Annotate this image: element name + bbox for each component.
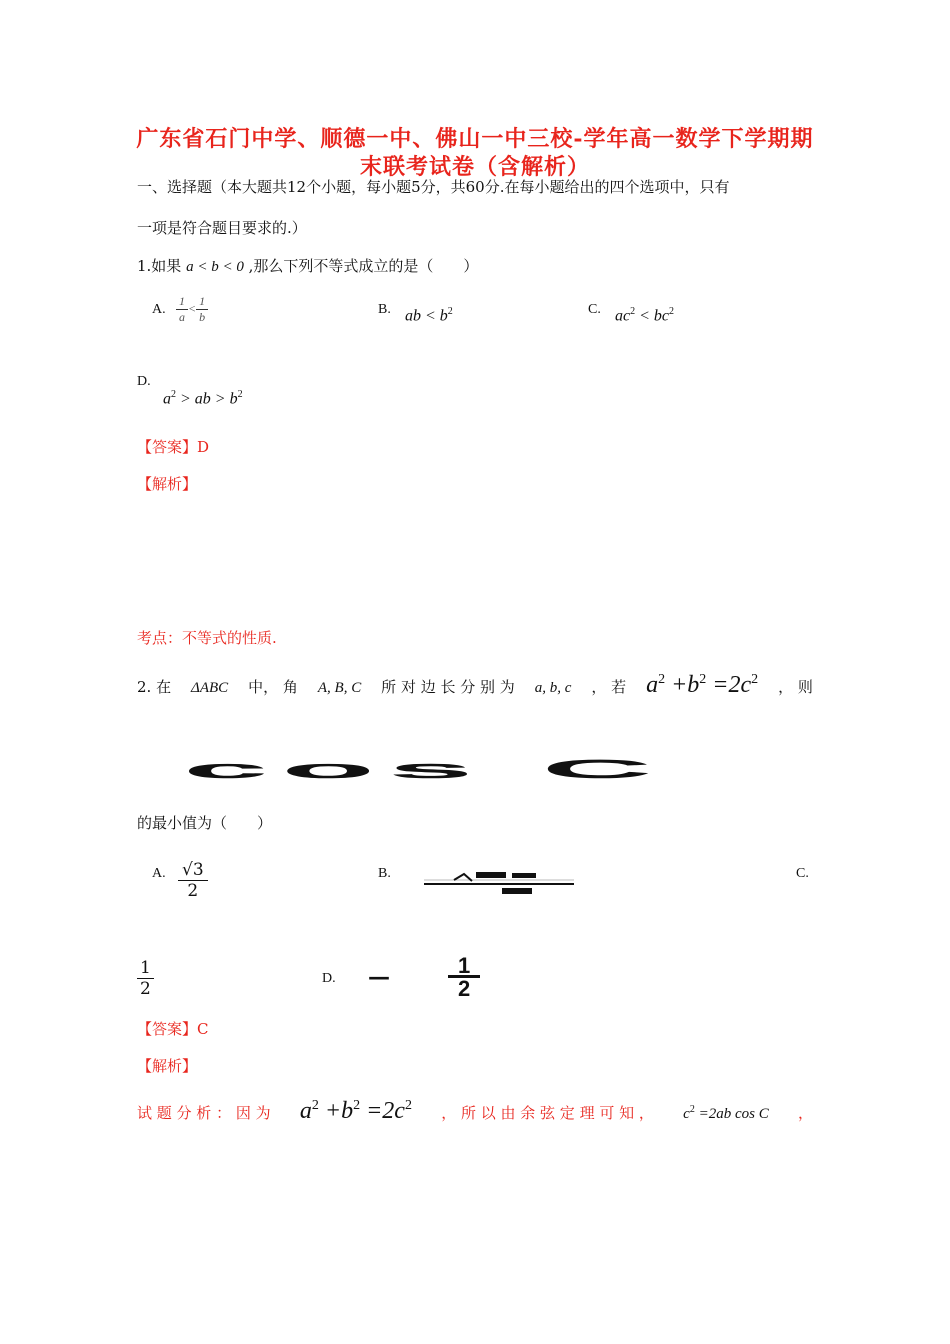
q1-option-b-expr: ab < b: [405, 307, 448, 325]
question-1-stem: [137, 255, 478, 276]
page-title-line1: 广东省石门中学、顺德一中、佛山一中三校-学年高一数学下学期期: [136, 126, 814, 152]
q2-stem-tail: 的最小值为（ ）: [137, 814, 273, 832]
q2-option-d-frac-inner: [448, 953, 480, 1001]
q2-expl-eq-eq: =2c: [360, 1098, 405, 1124]
q2-answer: 【答案】C: [137, 1020, 209, 1038]
q2-expl-a: 试 题 分 析 ： 因 为: [137, 1104, 271, 1122]
q1-option-c-expr1: ac: [615, 307, 631, 325]
q1-option-d-sup1: 2: [171, 389, 176, 400]
q2-stem-b: 所 对 边 长 分 别 为: [381, 678, 515, 696]
q1-analysis-heading: 【解析】: [137, 475, 198, 493]
q2-option-a-den: 2: [187, 881, 199, 901]
q1-option-c-sup1: 2: [630, 306, 636, 317]
q1-option-a-label: A.: [152, 302, 166, 317]
q1-option-c-sup2: 2: [669, 306, 675, 317]
q2-equation: [646, 672, 758, 699]
q2-option-c-label: C.: [796, 866, 809, 881]
q2-cos-c-stretched: cos C: [183, 754, 666, 785]
q1-option-a-frac2: [196, 294, 208, 325]
q2-expl-cosine-law: [683, 1104, 769, 1123]
q1-option-b-math: [405, 306, 453, 325]
q2-option-a-label: A.: [152, 866, 166, 881]
q2-option-b-garbled-fraction: [424, 867, 574, 897]
q1-option-c-math: [615, 306, 674, 325]
q2-expl-sup-a: 2: [311, 1098, 319, 1113]
q2-option-d-label: D.: [322, 971, 336, 986]
q2-option-d-minus: —: [368, 964, 390, 990]
q1-option-a-lt: <: [188, 301, 197, 316]
q2-eq-plus: +b: [665, 672, 700, 698]
section-heading-line2: 一项是符合题目要求的.）: [137, 219, 307, 237]
q1-option-d-sup2: 2: [237, 389, 243, 400]
question-2-stem: [137, 672, 813, 699]
q2-expl-eq-a: a: [299, 1098, 312, 1124]
q2-expl-e: ，: [797, 1104, 813, 1122]
q2-option-b-label: B.: [378, 866, 391, 881]
q2-expl-c: c: [683, 1106, 690, 1122]
q2-analysis-heading: 【解析】: [137, 1057, 198, 1075]
q2-stem-c: ， 若: [591, 678, 627, 696]
q2-stem-a: 中， 角: [248, 678, 298, 696]
q2-expl-sup-c2: 2: [689, 1104, 695, 1115]
q1-option-a-den1: a: [179, 310, 185, 324]
q1-stem-suffix: ,那么下列不等式成立的是（ ）: [248, 257, 479, 275]
q1-option-d-expr2: > ab > b: [176, 390, 238, 408]
q1-option-a-num2: 1: [196, 294, 208, 310]
q2-expl-d: =2ab cos C: [694, 1106, 769, 1122]
q2-stem-d: ， 则: [778, 678, 813, 696]
page-title-line2: 末联考试卷（含解析）: [359, 154, 590, 180]
q1-option-b-sup: 2: [447, 306, 453, 317]
q2-option-d-num: 1: [448, 957, 480, 978]
q1-option-a-math: [176, 294, 208, 325]
q2-option-a-num: √3: [178, 860, 208, 881]
q2-eq-sup-b: 2: [699, 672, 707, 687]
q2-angles: A, B, C: [317, 680, 362, 696]
q1-option-b-label: B.: [378, 302, 391, 317]
q1-option-d-label: D.: [137, 374, 151, 389]
q2-option-d-den: 2: [458, 976, 471, 1001]
q1-answer: 【答案】D: [137, 438, 210, 456]
q2-eq-sup-a: 2: [658, 672, 666, 687]
q2-sides: a, b, c: [534, 680, 572, 696]
q2-option-a-math: [178, 860, 208, 901]
q2-eq-eq: =2c: [706, 672, 752, 698]
q2-option-b-image: [424, 867, 574, 897]
q1-stem-prefix: 1.如果: [137, 257, 182, 275]
q2-eq-a: a: [646, 672, 659, 698]
section-heading-line1: 一、选择题（本大题共12个小题，每小题5分，共60分.在每小题给出的四个选项中，只有: [137, 178, 730, 196]
q2-triangle: ΔABC: [191, 680, 229, 696]
q2-expl-eq-plus: +b: [318, 1098, 354, 1124]
q2-option-c-den: 2: [140, 979, 151, 999]
q2-eq-sup-c: 2: [751, 672, 759, 687]
q1-option-c-label: C.: [588, 302, 601, 317]
q1-option-d-expr1: a: [163, 390, 171, 408]
q1-kaodian: 考点：不等式的性质.: [137, 629, 277, 647]
q2-expl-equation: [300, 1098, 412, 1125]
q2-explanation: [137, 1098, 813, 1125]
q2-option-a-frac: [178, 860, 208, 901]
q1-option-c-expr2: < bc: [635, 307, 670, 325]
q2-option-d-frac: [448, 953, 480, 1001]
q1-option-a-den2: b: [199, 310, 206, 324]
q2-option-c-math: [137, 958, 154, 999]
q2-option-c-frac: [137, 958, 154, 999]
q1-stem-math: a < b < 0: [186, 259, 244, 275]
q2-expl-sup-b: 2: [353, 1098, 361, 1113]
q1-option-d-math: [163, 389, 243, 408]
q2-stem-num: 2. 在: [137, 678, 172, 696]
q2-expl-b: ， 所 以 由 余 弦 定 理 可 知 ，: [441, 1104, 654, 1122]
q1-option-a-num1: 1: [176, 294, 188, 310]
q1-option-a-frac1: [176, 294, 188, 325]
q2-option-c-num: 1: [137, 958, 154, 979]
q2-expl-sup-c: 2: [404, 1098, 412, 1113]
